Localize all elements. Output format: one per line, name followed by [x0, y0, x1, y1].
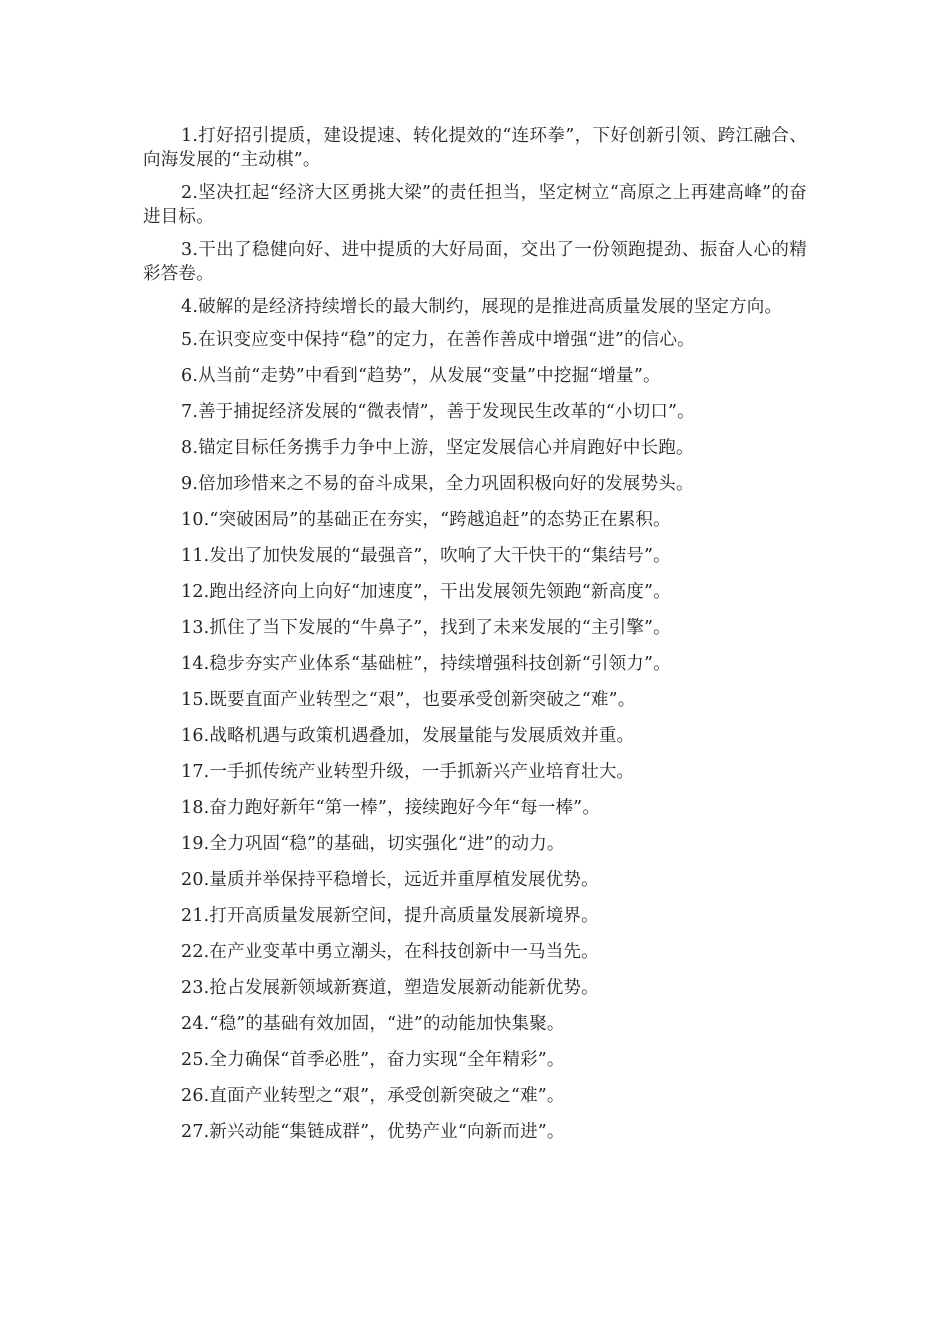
paragraph-27: 27.新兴动能“集链成群”，优势产业“向新而进”。: [181, 1122, 565, 1142]
paragraph-16: 16.战略机遇与政策机遇叠加，发展量能与发展质效并重。: [181, 726, 635, 746]
paragraph-15: 15.既要直面产业转型之“艰”，也要承受创新突破之“难”。: [181, 690, 636, 710]
paragraph-12: 12.跑出经济向上向好“加速度”，干出发展领先领跑“新高度”。: [181, 582, 671, 602]
paragraph-25: 25.全力确保“首季必胜”，奋力实现“全年精彩”。: [181, 1050, 565, 1070]
paragraph-23: 23.抢占发展新领域新赛道，塑造发展新动能新优势。: [181, 978, 599, 998]
paragraph-19: 19.全力巩固“稳”的基础，切实强化“进”的动力。: [181, 834, 565, 854]
paragraph-7: 7.善于捕捉经济发展的“微表情”，善于发现民生改革的“小切口”。: [181, 402, 695, 422]
paragraph-1: 1.打好招引提质，建设提速、转化提效的“连环拳”，下好创新引领、跨江融合、向海发展的“主动棋”。: [143, 126, 807, 170]
paragraph-17: 17.一手抓传统产业转型升级，一手抓新兴产业培育壮大。: [181, 762, 635, 782]
paragraph-21: 21.打开高质量发展新空间，提升高质量发展新境界。: [181, 906, 599, 926]
paragraph-6: 6.从当前“走势”中看到“趋势”，从发展“变量”中挖掘“增量”。: [181, 366, 661, 386]
paragraph-20: 20.量质并举保持平稳增长，远近并重厚植发展优势。: [181, 870, 599, 890]
paragraph-9: 9.倍加珍惜来之不易的奋斗成果，全力巩固积极向好的发展势头。: [181, 474, 694, 494]
paragraph-22: 22.在产业变革中勇立潮头，在科技创新中一马当先。: [181, 942, 599, 962]
paragraph-5: 5.在识变应变中保持“稳”的定力，在善作善成中增强“进”的信心。: [181, 330, 695, 350]
paragraph-24: 24.“稳”的基础有效加固，“进”的动能加快集聚。: [181, 1014, 565, 1034]
paragraph-3: 3.干出了稳健向好、进中提质的大好局面，交出了一份领跑提劲、振奋人心的精彩答卷。: [143, 240, 807, 284]
paragraph-4: 4.破解的是经济持续增长的最大制约，展现的是推进高质量发展的坚定方向。: [181, 297, 783, 317]
paragraph-10: 10.“突破困局”的基础正在夯实，“跨越追赶”的态势正在累积。: [181, 510, 671, 530]
paragraph-26: 26.直面产业转型之“艰”，承受创新突破之“难”。: [181, 1086, 565, 1106]
paragraph-8: 8.锚定目标任务携手力争中上游，坚定发展信心并肩跑好中长跑。: [181, 438, 694, 458]
paragraph-14: 14.稳步夯实产业体系“基础桩”，持续增强科技创新“引领力”。: [181, 654, 671, 674]
paragraph-18: 18.奋力跑好新年“第一棒”，接续跑好今年“每一棒”。: [181, 798, 601, 818]
paragraph-13: 13.抓住了当下发展的“牛鼻子”，找到了未来发展的“主引擎”。: [181, 618, 671, 638]
document-body: [143, 124, 807, 1156]
paragraph-11: 11.发出了加快发展的“最强音”，吹响了大干快干的“集结号”。: [181, 546, 671, 566]
paragraph-2: 2.坚决扛起“经济大区勇挑大梁”的责任担当，坚定树立“高原之上再建高峰”的奋进目标。: [143, 183, 807, 227]
